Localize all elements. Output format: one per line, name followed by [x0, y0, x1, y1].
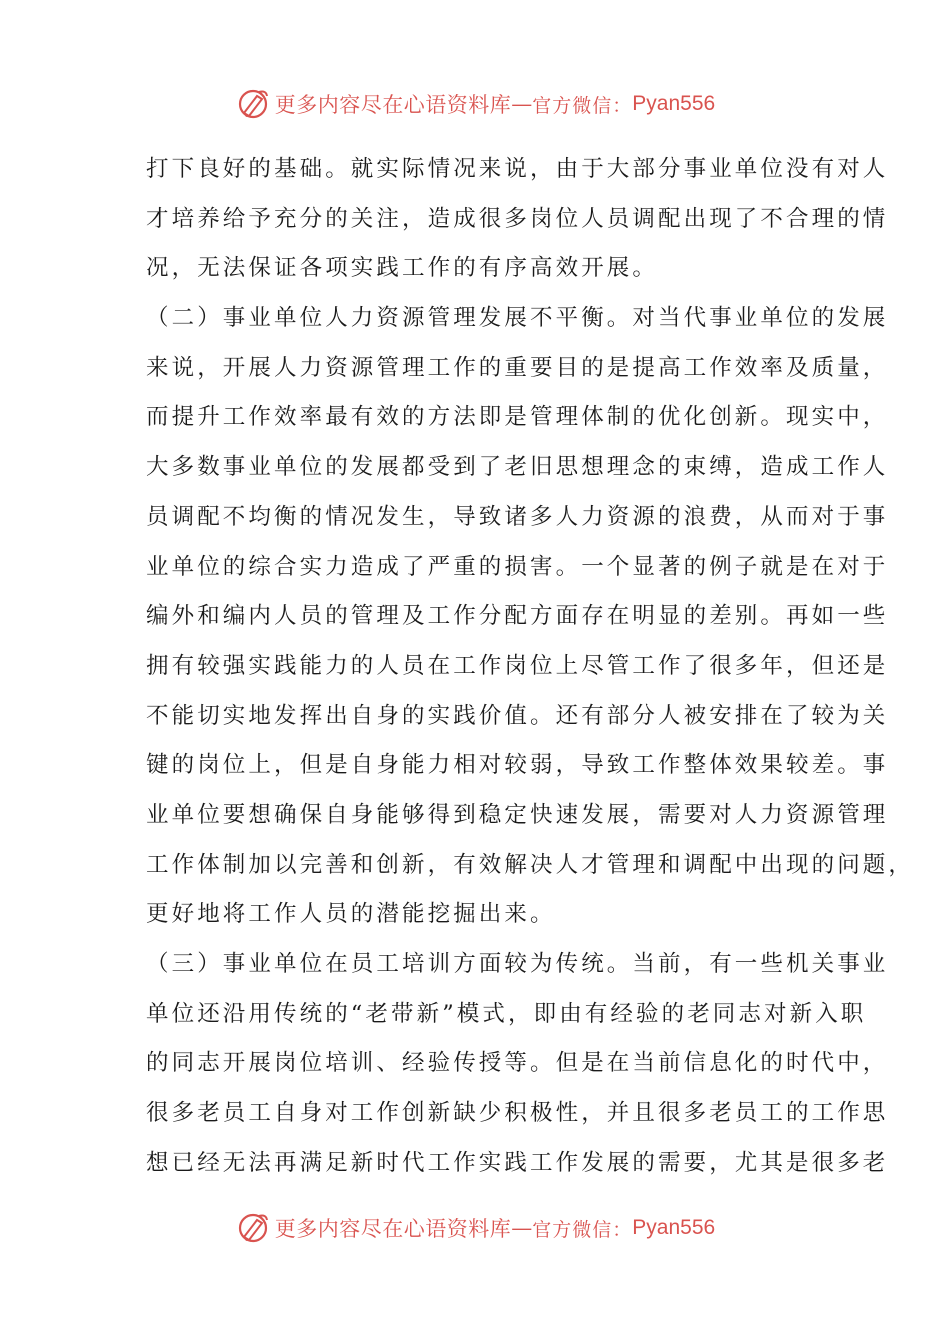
banner-wechat-id: Pyan556: [632, 92, 716, 115]
banner-site-text: 更多内容尽在心语资料库: [274, 93, 512, 117]
body-line: 员调配不均衡的情况发生，导致诸多人力资源的浪费，从而对于事: [146, 503, 889, 530]
body-line: 的同志开展岗位培训、经验传授等。但是在当前信息化的时代中，: [146, 1050, 889, 1077]
body-line: 更好地将工作人员的潜能挖掘出来。: [146, 901, 556, 928]
pen-nib-logo-icon: [235, 1210, 271, 1246]
pen-nib-logo-icon: [235, 86, 271, 122]
body-line: 工作体制加以完善和创新，有效解决人才管理和调配中出现的问题，: [146, 851, 915, 878]
banner-site-text: 更多内容尽在心语资料库: [274, 1217, 512, 1241]
header-banner: [0, 84, 950, 124]
document-body: [146, 145, 915, 1188]
footer-banner: [0, 1208, 950, 1248]
body-line: 键的岗位上，但是自身能力相对较弱，导致工作整体效果较差。事: [146, 752, 889, 779]
body-line: 而提升工作效率最有效的方法即是管理体制的优化创新。现实中，: [146, 404, 889, 431]
body-line: 编外和编内人员的管理及工作分配方面存在明显的差别。再如一些: [146, 603, 889, 630]
banner-wechat-label: 官方微信：: [532, 94, 633, 117]
body-line: 很多老员工自身对工作创新缺少积极性，并且很多老员工的工作思: [146, 1100, 889, 1127]
body-line: 不能切实地发挥出自身的实践价值。还有部分人被安排在了较为关: [146, 702, 889, 729]
banner-separator: —: [511, 1216, 533, 1240]
banner-wechat-label: 官方微信：: [532, 1218, 633, 1241]
body-line: 单位还沿用传统的“老带新”模式，即由有经验的老同志对新入职: [146, 1000, 867, 1027]
body-line: （二）事业单位人力资源管理发展不平衡。对当代事业单位的发展: [146, 305, 889, 332]
body-line: 业单位要想确保自身能够得到稳定快速发展，需要对人力资源管理: [146, 801, 889, 828]
body-line: 大多数事业单位的发展都受到了老旧思想理念的束缚，造成工作人: [146, 454, 889, 481]
body-line: 才培养给予充分的关注，造成很多岗位人员调配出现了不合理的情: [146, 205, 889, 232]
body-line: 况，无法保证各项实践工作的有序高效开展。: [146, 255, 659, 282]
banner-wechat-id: Pyan556: [632, 1216, 716, 1239]
body-line: 打下良好的基础。就实际情况来说，由于大部分事业单位没有对人: [146, 156, 889, 182]
body-line: 来说，开展人力资源管理工作的重要目的是提高工作效率及质量，: [146, 354, 889, 381]
body-line: 业单位的综合实力造成了严重的损害。一个显著的例子就是在对于: [146, 553, 889, 580]
body-line: 想已经无法再满足新时代工作实践工作发展的需要，尤其是很多老: [146, 1149, 889, 1176]
banner-separator: —: [511, 92, 533, 116]
body-line: 拥有较强实践能力的人员在工作岗位上尽管工作了很多年，但还是: [146, 652, 889, 679]
body-line: （三）事业单位在员工培训方面较为传统。当前，有一些机关事业: [146, 951, 889, 977]
